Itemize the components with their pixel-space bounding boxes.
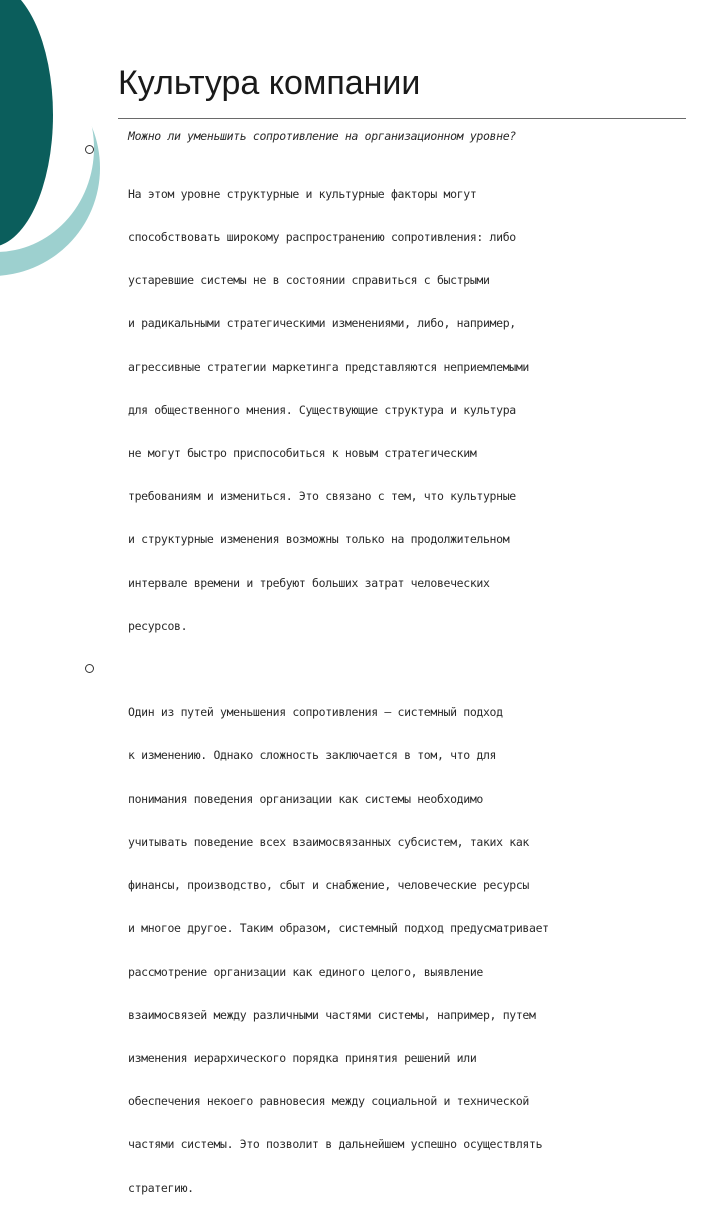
text-line: агрессивные стратегии маркетинга представляются неприемлемыми xyxy=(128,359,529,374)
text-line: финансы, производство, сбыт и снабжение, человеческие ресурсы xyxy=(128,878,529,893)
text-line: способствовать широкому распространению сопротивления: либо xyxy=(128,229,516,244)
text-line: На этом уровне структурные и культурные факторы могут xyxy=(128,186,477,201)
text-line: для общественного мнения. Существующие структура и культура xyxy=(128,402,516,417)
text-line: и структурные изменения возможны только на продолжительном xyxy=(128,532,510,547)
text-line: ресурсов. xyxy=(128,618,188,633)
text-line: интервале времени и требуют больших затрат человеческих xyxy=(128,575,490,590)
text-line: стратегию. xyxy=(128,1180,194,1195)
slide-content xyxy=(128,129,688,1224)
decorative-circles xyxy=(0,0,120,300)
text-line: изменения иерархического порядка принятия решений или xyxy=(128,1051,477,1065)
text-line: к изменению. Однако сложность заключается в том, что для xyxy=(128,748,497,763)
bullet-icon xyxy=(85,664,94,673)
text-line: взаимосвязей между различными частями системы, например, путем xyxy=(128,1007,536,1022)
text-line: устаревшие системы не в состоянии справиться с быстрыми xyxy=(128,273,490,288)
paragraph-1 xyxy=(128,143,688,662)
text-line: Один из путей уменьшения сопротивления — системный подход xyxy=(128,705,503,720)
text-line: обеспечения некоего равновесия между социальной и технической xyxy=(128,1094,529,1109)
slide-title: Культура компании xyxy=(118,64,421,102)
text-line: рассмотрение организации как единого целого, выявление xyxy=(128,964,483,979)
text-line: не могут быстро приспособиться к новым стратегическим xyxy=(128,445,477,460)
title-divider xyxy=(118,118,686,119)
text-line: и многое другое. Таким образом, системный подход предусматривает xyxy=(128,921,549,936)
question-line: Можно ли уменьшить сопротивление на организационном уровне? xyxy=(128,129,516,143)
paragraph-2 xyxy=(128,662,688,1224)
text-line: требованиям и измениться. Это связано с тем, что культурные xyxy=(128,489,516,504)
text-line: понимания поведения организации как системы необходимо xyxy=(128,791,483,806)
text-line: частями системы. Это позволит в дальнейшем успешно осуществлять xyxy=(128,1137,543,1152)
text-line: и радикальными стратегическими изменениями, либо, например, xyxy=(128,316,516,331)
text-line: учитывать поведение всех взаимосвязанных субсистем, таких как xyxy=(128,834,529,849)
